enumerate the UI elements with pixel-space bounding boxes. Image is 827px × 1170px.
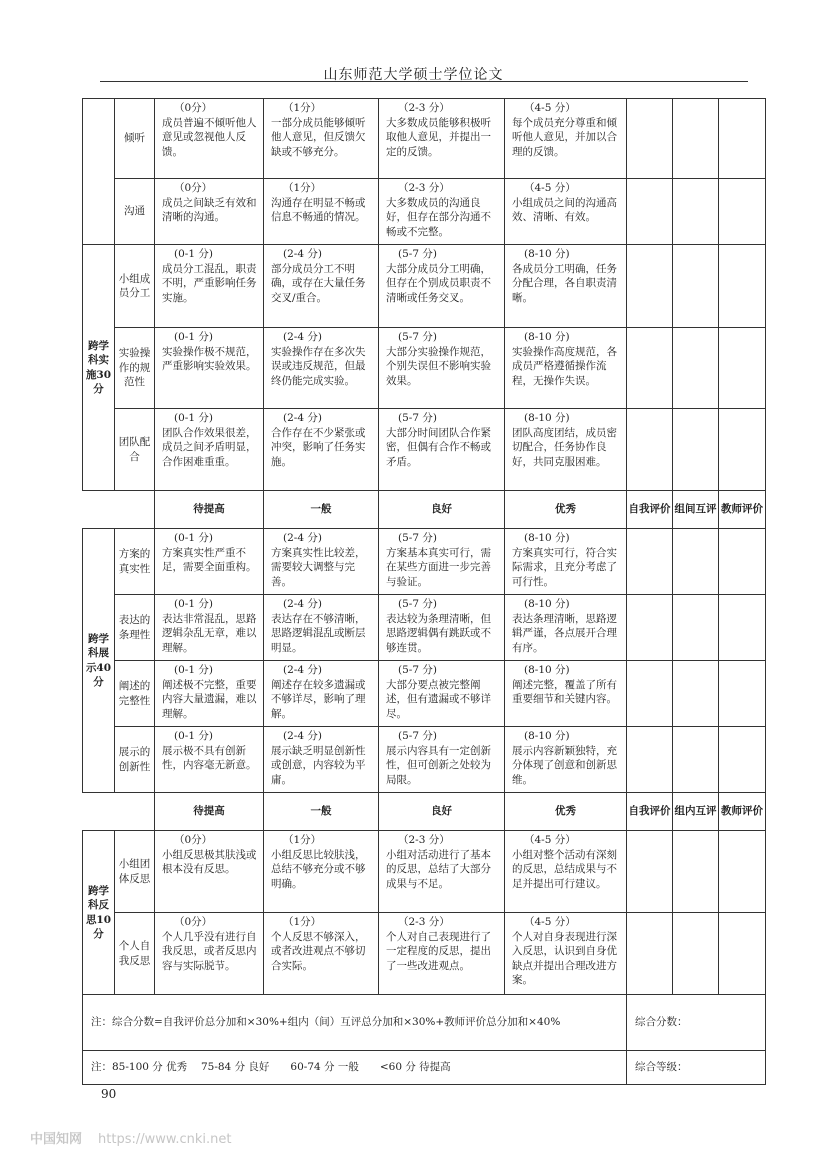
descriptor: 小组反思比较肤浅，总结不够充分或不够明确。	[271, 848, 366, 890]
descriptor: 每个成员充分尊重和倾听他人意见，并加以合理的反馈。	[512, 116, 617, 158]
descriptor: 小组成员之间的沟通高效、清晰、有效。	[512, 196, 617, 223]
rubric-cell	[505, 913, 627, 995]
descriptor: 展示极不具有创新性，内容毫无新意。	[162, 744, 257, 771]
header-rule	[100, 81, 748, 82]
rubric-cell	[379, 595, 505, 661]
score-range: （4-5 分）	[524, 834, 576, 846]
rubric-cell	[505, 245, 627, 328]
eval-header-peer: 组间互评	[673, 491, 719, 529]
descriptor: 方案基本真实可行，需在某些方面进一步完善与验证。	[386, 546, 491, 588]
descriptor: 个人对自身表现进行深入反思，认识到自身优缺点并提出合理改进方案。	[512, 930, 617, 986]
peer-eval-cell[interactable]	[673, 409, 719, 491]
peer-eval-cell[interactable]	[673, 245, 719, 328]
score-range: （4-5 分）	[524, 916, 576, 928]
score-range: (0-1 分)	[174, 598, 213, 610]
eval-header-self: 自我评价	[627, 491, 673, 529]
rubric-cell	[505, 328, 627, 409]
level-header: 良好	[379, 491, 505, 529]
descriptor: 展示内容具有一定创新性，但可创新之处较为局限。	[386, 744, 491, 786]
descriptor: 方案真实性严重不足，需要全面重构。	[162, 546, 257, 573]
total-score-label: 综合分数：	[635, 1016, 688, 1029]
header-title: 山东师范大学硕士学位论文	[323, 67, 504, 83]
table-row	[83, 595, 766, 661]
descriptor: 大部分成员分工明确，但存在个别成员职责不清晰或任务交叉。	[386, 262, 491, 304]
eval-header-self: 自我评价	[627, 793, 673, 831]
group-eval-cell[interactable]	[673, 831, 719, 913]
score-range: (0-1 分)	[174, 331, 213, 343]
descriptor: 个人几乎没有进行自我反思，或者反思内容与实际脱节。	[162, 930, 257, 972]
score-range: (5-7 分)	[398, 664, 437, 676]
table-row	[83, 913, 766, 995]
score-range: (2-4 分)	[283, 248, 322, 260]
rubric-cell	[155, 529, 264, 595]
rubric-cell	[264, 409, 379, 491]
total-score-cell[interactable]	[627, 995, 766, 1051]
self-eval-cell[interactable]	[627, 595, 673, 661]
descriptor: 实验操作高度规范，各成员严格遵循操作流程，无操作失误。	[512, 345, 617, 387]
eval-header-teacher: 教师评价	[719, 491, 766, 529]
score-range: (5-7 分)	[398, 412, 437, 424]
watermark-url: https://www.cnki.net	[98, 1132, 232, 1147]
level-header: 良好	[379, 793, 505, 831]
formula-row	[83, 995, 766, 1051]
grade-note: 注：85-100 分 优秀 75-84 分 良好 60-74 分 一般 <60 分 待提高	[83, 1051, 627, 1085]
rubric-cell	[155, 409, 264, 491]
criterion-cell: 实验操作的规范性	[115, 328, 155, 409]
score-range: （1分）	[283, 834, 322, 846]
descriptor: 个人反思不够深入，或者改进观点不够切合实际。	[271, 930, 366, 972]
rubric-cell	[155, 831, 264, 913]
rubric-cell	[505, 179, 627, 245]
score-range: (8-10 分)	[524, 532, 570, 544]
score-range: (5-7 分)	[398, 331, 437, 343]
descriptor: 大部分实验操作规范，个别失误但不影响实验效果。	[386, 345, 491, 387]
score-range: (8-10 分)	[524, 598, 570, 610]
rubric-cell	[264, 595, 379, 661]
score-range: (2-4 分)	[283, 412, 322, 424]
level-header-row	[83, 491, 766, 529]
descriptor: 方案真实性比较差，需要较大调整与完善。	[271, 546, 366, 588]
table-row	[83, 529, 766, 595]
rubric-cell	[505, 727, 627, 793]
self-eval-cell[interactable]	[627, 245, 673, 328]
teacher-eval-cell[interactable]	[719, 245, 766, 328]
self-eval-cell[interactable]	[627, 529, 673, 595]
descriptor: 团队合作效果很差，成员之间矛盾明显，合作困难重重。	[162, 426, 257, 468]
level-header: 一般	[264, 491, 379, 529]
group-eval-cell[interactable]	[673, 913, 719, 995]
rubric-cell	[505, 831, 627, 913]
rubric-cell	[264, 245, 379, 328]
self-eval-cell[interactable]	[627, 661, 673, 727]
score-range: （0分）	[174, 102, 213, 114]
rubric-cell	[505, 595, 627, 661]
criterion-cell: 倾听	[115, 99, 155, 179]
formula-note: 注：综合分数=自我评价总分加和×30%+组内（间）互评总分加和×30%+教师评价总分加和×40%	[83, 995, 627, 1051]
self-eval-cell[interactable]	[627, 831, 673, 913]
score-range: (5-7 分)	[398, 248, 437, 260]
teacher-eval-cell[interactable]	[719, 727, 766, 793]
descriptor: 阐述完整，覆盖了所有重要细节和关键内容。	[512, 678, 617, 705]
teacher-eval-cell[interactable]	[719, 831, 766, 913]
table-row	[83, 99, 766, 179]
score-range: (2-4 分)	[283, 664, 322, 676]
self-eval-cell[interactable]	[627, 409, 673, 491]
self-eval-cell[interactable]	[627, 179, 673, 245]
descriptor: 成员普遍不倾听他人意见或忽视他人反馈。	[162, 116, 257, 158]
descriptor: 实验操作存在多次失误或违反规范，但最终仍能完成实验。	[271, 345, 366, 387]
score-range: (2-4 分)	[283, 331, 322, 343]
descriptor: 实验操作极不规范，严重影响实验效果。	[162, 345, 257, 372]
criterion-cell: 方案的真实性	[115, 529, 155, 595]
score-range: (0-1 分)	[174, 730, 213, 742]
level-header-row	[83, 793, 766, 831]
descriptor: 阐述极不完整，重要内容大量遗漏，难以理解。	[162, 678, 257, 720]
rubric-cell	[264, 179, 379, 245]
criterion-cell: 阐述的完整性	[115, 661, 155, 727]
teacher-eval-cell[interactable]	[719, 595, 766, 661]
rubric-cell	[264, 913, 379, 995]
table-row	[83, 409, 766, 491]
score-range: (2-4 分)	[283, 598, 322, 610]
rubric-cell	[379, 99, 505, 179]
descriptor: 小组对整个活动有深刻的反思，总结成果与不足并提出可行建议。	[512, 848, 617, 890]
eval-header-group: 组内互评	[673, 793, 719, 831]
rubric-cell	[264, 529, 379, 595]
peer-eval-cell[interactable]	[673, 595, 719, 661]
peer-eval-cell[interactable]	[673, 179, 719, 245]
criterion-cell: 团队配合	[115, 409, 155, 491]
rubric-cell	[155, 913, 264, 995]
score-range: （4-5 分）	[524, 102, 576, 114]
teacher-eval-cell[interactable]	[719, 179, 766, 245]
descriptor: 展示缺乏明显创新性或创意，内容较为平庸。	[271, 744, 366, 786]
descriptor: 团队高度团结，成员密切配合，任务协作良好，共同克服困难。	[512, 426, 617, 468]
rubric-cell	[264, 727, 379, 793]
score-range: （0分）	[174, 834, 213, 846]
score-range: （2-3 分）	[398, 182, 450, 194]
category-cell: 跨学科实施30分	[83, 245, 115, 491]
descriptor: 沟通存在明显不畅或信息不畅通的情况。	[271, 196, 366, 223]
descriptor: 一部分成员能够倾听他人意见，但反馈欠缺或不够充分。	[271, 116, 366, 158]
level-header: 一般	[264, 793, 379, 831]
rubric-cell	[379, 409, 505, 491]
teacher-eval-cell[interactable]	[719, 409, 766, 491]
criterion-cell: 小组成员分工	[115, 245, 155, 328]
self-eval-cell[interactable]	[627, 913, 673, 995]
descriptor: 展示内容新颖独特，充分体现了创意和创新思维。	[512, 744, 617, 786]
score-range: （1分）	[283, 916, 322, 928]
rubric-cell	[379, 328, 505, 409]
score-range: (8-10 分)	[524, 248, 570, 260]
rubric-cell	[379, 831, 505, 913]
score-range: (5-7 分)	[398, 532, 437, 544]
descriptor: 小组反思极其肤浅或根本没有反思。	[162, 848, 257, 875]
descriptor: 表达非常混乱，思路逻辑杂乱无章，难以理解。	[162, 612, 257, 654]
score-range: (8-10 分)	[524, 730, 570, 742]
score-range: (0-1 分)	[174, 248, 213, 260]
descriptor: 成员分工混乱，职责不明，严重影响任务实施。	[162, 262, 257, 304]
final-grade-label: 综合等级：	[635, 1061, 688, 1074]
rubric-cell	[379, 727, 505, 793]
rubric-cell	[155, 328, 264, 409]
descriptor: 大部分时间团队合作紧密，但偶有合作不畅或矛盾。	[386, 426, 491, 468]
descriptor: 方案真实可行，符合实际需求，且充分考虑了可行性。	[512, 546, 617, 588]
category-cell: 跨学科展示40分	[83, 529, 115, 793]
teacher-eval-cell[interactable]	[719, 529, 766, 595]
teacher-eval-cell[interactable]	[719, 99, 766, 179]
self-eval-cell[interactable]	[627, 727, 673, 793]
rubric-cell	[379, 529, 505, 595]
rubric-cell	[155, 179, 264, 245]
peer-eval-cell[interactable]	[673, 529, 719, 595]
criterion-cell: 表达的条理性	[115, 595, 155, 661]
category-cell	[83, 99, 115, 245]
rubric-cell	[379, 661, 505, 727]
table-row	[83, 831, 766, 913]
descriptor: 大部分要点被完整阐述，但有遗漏或不够详尽。	[386, 678, 491, 720]
score-range: (2-4 分)	[283, 730, 322, 742]
descriptor: 表达存在不够清晰，思路逻辑混乱或断层明显。	[271, 612, 366, 654]
peer-eval-cell[interactable]	[673, 328, 719, 409]
criterion-cell: 展示的创新性	[115, 727, 155, 793]
teacher-eval-cell[interactable]	[719, 913, 766, 995]
score-range: (0-1 分)	[174, 664, 213, 676]
rubric-cell	[505, 99, 627, 179]
score-range: （2-3 分）	[398, 916, 450, 928]
category-cell: 跨学科反思10分	[83, 831, 115, 995]
score-range: （1分）	[283, 102, 322, 114]
score-range: (8-10 分)	[524, 664, 570, 676]
score-range: （1分）	[283, 182, 322, 194]
descriptor: 阐述存在较多遗漏或不够详尽，影响了理解。	[271, 678, 366, 720]
descriptor: 个人对自己表现进行了一定程度的反思，提出了一些改进观点。	[386, 930, 491, 972]
rubric-cell	[379, 913, 505, 995]
score-range: （0分）	[174, 182, 213, 194]
watermark	[30, 1128, 231, 1147]
level-header: 待提高	[155, 491, 264, 529]
level-header: 待提高	[155, 793, 264, 831]
final-grade-cell[interactable]	[627, 1051, 766, 1085]
descriptor: 成员之间缺乏有效和清晰的沟通。	[162, 196, 257, 223]
score-range: (8-10 分)	[524, 331, 570, 343]
descriptor: 部分成员分工不明确，或存在大量任务交叉/重合。	[271, 262, 366, 304]
table-row	[83, 179, 766, 245]
rubric-cell	[155, 661, 264, 727]
score-range: (5-7 分)	[398, 598, 437, 610]
eval-header-teacher: 教师评价	[719, 793, 766, 831]
descriptor: 各成员分工明确，任务分配合理，各自职责清晰。	[512, 262, 617, 304]
rubric-cell	[379, 179, 505, 245]
criterion-cell: 个人自我反思	[115, 913, 155, 995]
score-range: (8-10 分)	[524, 412, 570, 424]
table-row	[83, 727, 766, 793]
rubric-cell	[155, 245, 264, 328]
level-header: 优秀	[505, 491, 627, 529]
score-range: （4-5 分）	[524, 182, 576, 194]
rubric-cell	[505, 409, 627, 491]
rubric-cell	[155, 727, 264, 793]
descriptor: 小组对活动进行了基本的反思，总结了大部分成果与不足。	[386, 848, 491, 890]
rubric-cell	[155, 595, 264, 661]
descriptor: 大多数成员的沟通良好，但存在部分沟通不畅或不完整。	[386, 196, 491, 238]
score-range: （2-3 分）	[398, 102, 450, 114]
score-range: （0分）	[174, 916, 213, 928]
table-row	[83, 661, 766, 727]
descriptor: 表达较为条理清晰，但思路逻辑偶有跳跃或不够连贯。	[386, 612, 491, 654]
score-range: (0-1 分)	[174, 532, 213, 544]
descriptor: 合作存在不少紧张或冲突，影响了任务实施。	[271, 426, 366, 468]
self-eval-cell[interactable]	[627, 99, 673, 179]
table-row	[83, 245, 766, 328]
descriptor: 表达条理清晰，思路逻辑严谨，各点展开合理有序。	[512, 612, 617, 654]
score-range: （2-3 分）	[398, 834, 450, 846]
rubric-table	[82, 98, 766, 1085]
rubric-cell	[155, 99, 264, 179]
rubric-cell	[264, 99, 379, 179]
score-range: (5-7 分)	[398, 730, 437, 742]
teacher-eval-cell[interactable]	[719, 661, 766, 727]
criterion-cell: 沟通	[115, 179, 155, 245]
page-number: 90	[101, 1087, 117, 1101]
table-row	[83, 328, 766, 409]
rubric-cell	[264, 661, 379, 727]
rubric-cell	[505, 529, 627, 595]
rubric-cell	[264, 831, 379, 913]
teacher-eval-cell[interactable]	[719, 328, 766, 409]
score-range: (0-1 分)	[174, 412, 213, 424]
blank-header-cell	[83, 793, 155, 831]
peer-eval-cell[interactable]	[673, 99, 719, 179]
score-range: (2-4 分)	[283, 532, 322, 544]
peer-eval-cell[interactable]	[673, 727, 719, 793]
self-eval-cell[interactable]	[627, 328, 673, 409]
rubric-cell	[379, 245, 505, 328]
rubric-cell	[264, 328, 379, 409]
level-header: 优秀	[505, 793, 627, 831]
blank-header-cell	[83, 491, 155, 529]
rubric-cell	[505, 661, 627, 727]
descriptor: 大多数成员能够积极听取他人意见，并提出一定的反馈。	[386, 116, 491, 158]
peer-eval-cell[interactable]	[673, 661, 719, 727]
watermark-brand: 中国知网	[30, 1132, 83, 1147]
grade-row	[83, 1051, 766, 1085]
criterion-cell: 小组团体反思	[115, 831, 155, 913]
